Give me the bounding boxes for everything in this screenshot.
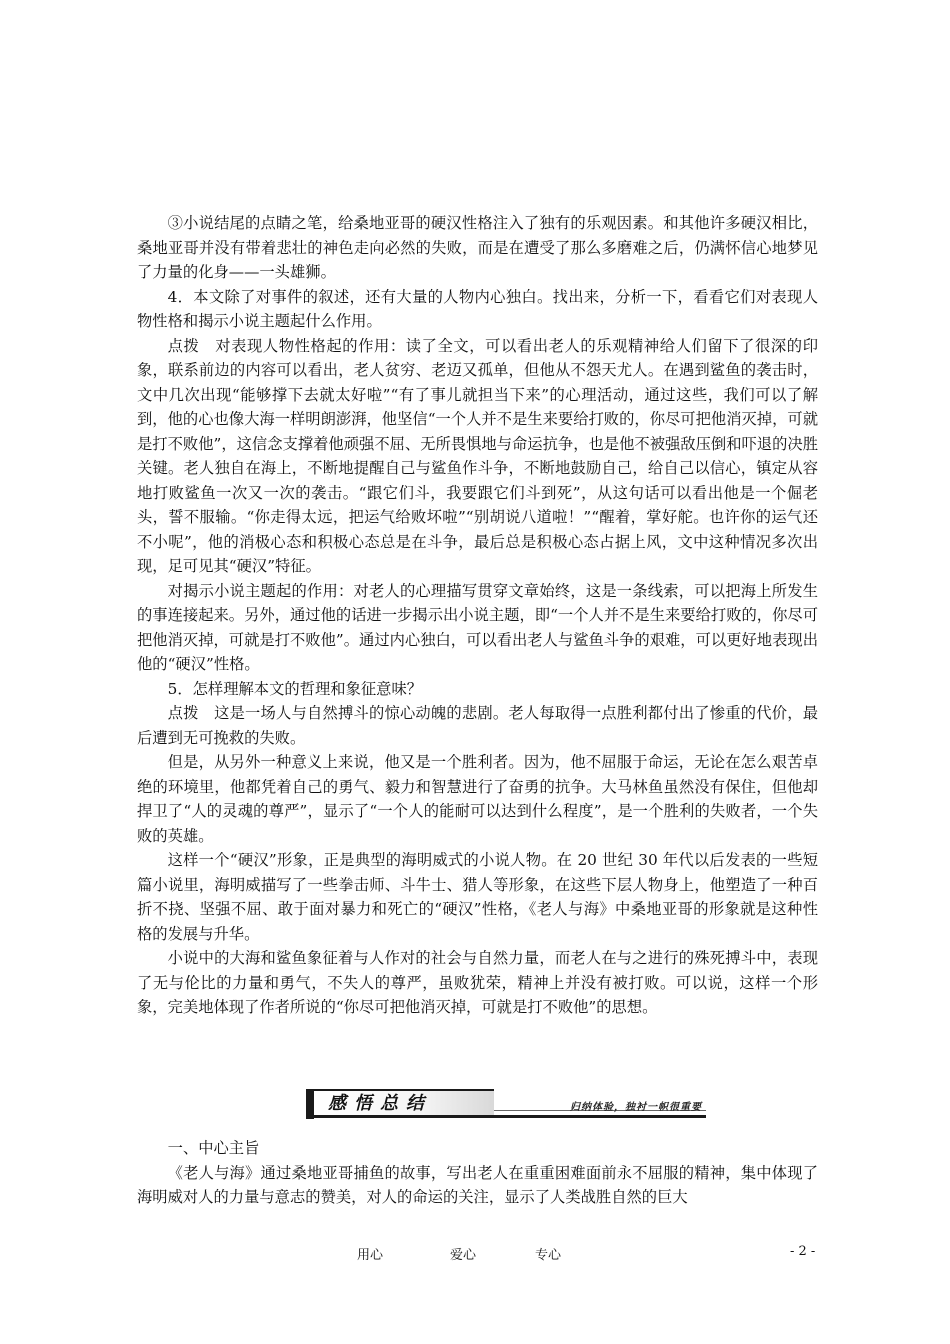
summary-section: [137, 1136, 818, 1210]
banner-rule: [314, 1115, 706, 1118]
section-banner: [306, 1089, 706, 1119]
main-text: [137, 211, 818, 1020]
paragraph: 但是，从另外一种意义上来说，他又是一个胜利者。因为，他不屈服于命运，无论在怎么艰苦卓绝的环境里，他都凭着自己的勇气、毅力和智慧进行了奋勇的抗争。大马林鱼虽然没有保住，但他却捍卫了“人的灵魂的尊严”，显示了“一个人的能耐可以达到什么程度”，是一个胜利的失败者，一个失败的英雄。: [137, 753, 818, 845]
banner-title: 感悟总结: [314, 1089, 494, 1115]
question-5: 5．怎样理解本文的哲理和象征意味？: [167, 679, 423, 698]
paragraph: 点拨 对表现人物性格起的作用：读了全文，可以看出老人的乐观精神给人们留下了很深的印象，联系前边的内容可以看出，老人贫穷、老迈又孤单，但他从不怨天尤人。在遇到鲨鱼的袭击时，文中几次出现“能够撑下去就太好啦”“有了事儿就担当下来”的心理活动，通过这些，我们可以了解到，他的心也像大海一样明朗澎湃，他坚信“一个人并不是生来要给打败的，你尽可把他消灭掉，可就是打不败他”，这信念支撑着他顽强不屈、无所畏惧地与命运抗争，也是他不被强敌压倒和吓退的决胜关键。老人独自在海上，不断地提醒自己与鲨鱼作斗争，不断地鼓励自己，给自己以信心，镇定从容地打败鲨鱼一次又一次的袭击。“跟它们斗，我要跟它们斗到死”，从这句话可以看出他是一个倔老头，誓不服输。“你走得太远，把运气给败坏啦”“别胡说八道啦！”“醒着，掌好舵。也许你的运气还不小呢”，他的消极心态和积极心态总是在斗争，最后总是积极心态占据上风，文中这种情况多次出现，足可见其“硬汉”特征。: [137, 336, 818, 575]
paragraph: 点拨 这是一场人与自然搏斗的惊心动魄的悲剧。老人每取得一点胜利都付出了惨重的代价，最后遭到无可挽救的失败。: [137, 704, 818, 747]
paragraph: ③小说结尾的点睛之笔，给桑地亚哥的硬汉性格注入了独有的乐观因素。和其他许多硬汉相比，桑地亚哥并没有带着悲壮的神色走向必然的失败，而是在遭受了那么多磨难之后，仍满怀信心地梦见了力量的化身——一头雄狮。: [137, 214, 818, 281]
question-4: 4．本文除了对事件的叙述，还有大量的人物内心独白。找出来，分析一下，看看它们对表现人物性格和揭示小说主题起什么作用。: [137, 287, 818, 330]
paragraph: 这样一个“硬汉”形象，正是典型的海明威式的小说人物。在 20 世纪 30 年代以后发表的一些短篇小说里，海明威描写了一些拳击师、斗牛士、猎人等形象，在这些下层人物身上，他塑造了一种百折不挠、坚强不屈、敢于面对暴力和死亡的“硬汉”性格，《老人与海》中桑地亚哥的形象就是这种性格的发展与升华。: [137, 851, 818, 943]
paragraph: 小说中的大海和鲨鱼象征着与人作对的社会与自然力量，而老人在与之进行的殊死搏斗中，表现了无与伦比的力量和勇气，不失人的尊严，虽败犹荣，精神上并没有被打败。可以说，这样一个形象，完美地体现了作者所说的“你尽可把他消灭掉，可就是打不败他”的思想。: [137, 949, 818, 1016]
footer-item: 爱心: [450, 1248, 477, 1263]
page-footer: [0, 1244, 950, 1268]
footer-item: 用心: [357, 1248, 384, 1263]
banner-left-bar: [306, 1089, 314, 1119]
section-text: 《老人与海》通过桑地亚哥捕鱼的故事，写出老人在重重困难面前永不屈服的精神，集中体现了海明威对人的力量与意志的赞美，对人的命运的关注，显示了人类战胜自然的巨大: [137, 1163, 818, 1206]
banner-subtitle: 归纳体验，独衬一帜很重要: [570, 1102, 702, 1113]
paragraph: 对揭示小说主题起的作用：对老人的心理描写贯穿文章始终，这是一条线索，可以把海上所发生的事连接起来。另外，通过他的话进一步揭示出小说主题，即“一个人并不是生来要给打败的，你尽可把他消灭掉，可就是打不败他”。通过内心独白，可以看出老人与鲨鱼斗争的艰难，可以更好地表现出他的“硬汉”性格。: [137, 581, 818, 673]
footer-item: 专心: [535, 1248, 562, 1263]
section-heading: 一、中心主旨: [167, 1139, 260, 1157]
page-number: - 2 -: [790, 1244, 816, 1259]
